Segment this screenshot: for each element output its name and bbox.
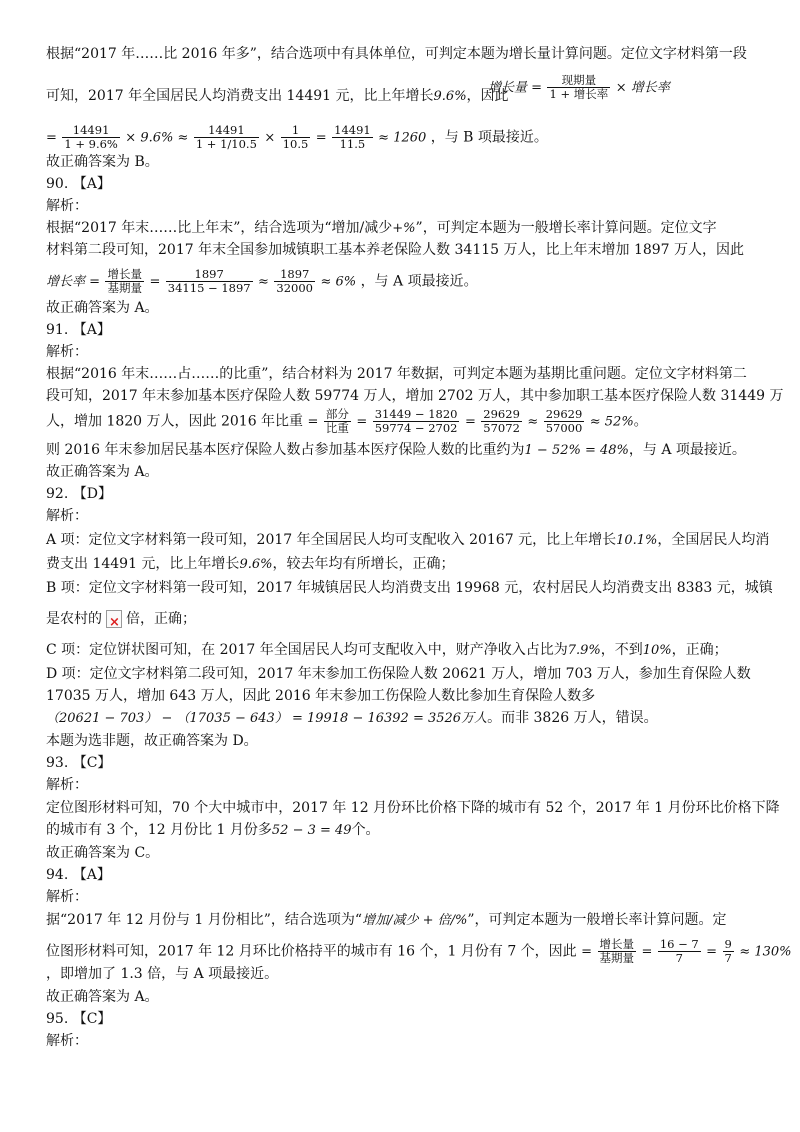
text-line: 解析： (46, 777, 88, 793)
text-line: 据“2017 年 12 月份与 1 月份相比”，结合选项为“增加/减少 + 倍/%”，可判定本题为一般增长率计算问题。定 (46, 912, 727, 928)
text-line: ，即增加了 1.3 倍，与 A 项最接近。 (46, 966, 279, 982)
text-line: 故正确答案为 C。 (46, 845, 160, 861)
math-inline: 52 − 3 = 49 (271, 823, 352, 838)
text-line: 根据“2016 年末……占……的比重”，结合材料为 2017 年数据，可判定本题为基期比重问题。定位文字材料第二 (46, 366, 747, 382)
question-heading: 94. 【A】 (46, 867, 111, 883)
formula-line: 位图形材料可知，2017 年 12 月环比价格持平的城市有 16 个，1 月份有 7 个，因此 = $\frac{\text{增长量}}{\text{基期量}}$ = $\frac{16 - 7}{7}$ = $\frac{9}{7}$ ≈ 130% (46, 937, 792, 965)
question-heading: 92. 【D】 (46, 486, 112, 502)
formula-line: 人，增加 1820 万人，因此 2016 年比重 = $\frac{\text{部分}}{\text{比重}}$ = $\frac{31449 - 1820}{59774 - 2702}$ = $\frac{29629}{57072}$ ≈ $\frac{29629}{57000}$ ≈ 52%。 (46, 407, 648, 435)
text-line: 解析： (46, 508, 88, 524)
formula-line: = $\frac{14491}{1 + 9.6\%}$ × 9.6% ≈ $\frac{14491}{1 + 1/10.5}$ × $\frac{1}{10.5}$ = $\frac{14491}{11.5}$ ≈ 1260 ，与 B 项最接近。 (46, 123, 548, 151)
math-inline: +% (392, 221, 416, 236)
text-line: 故正确答案为 B。 (46, 154, 159, 170)
text-line: B 项：定位文字材料第一段可知，2017 年城镇居民人均消费支出 19968 元，农村居民人均消费支出 8383 元，城镇 (46, 580, 773, 596)
broken-image-icon (106, 610, 122, 628)
math-inline: 10.1% (616, 533, 658, 548)
math-inline: 增加/减少 + 倍/% (362, 913, 468, 928)
text-line: 是农村的× 倍，正确； (46, 606, 760, 632)
text-line: 根据“2017 年……比 2016 年多”，结合选项中有具体单位，可判定本题为增长量计算问题。定位文字材料第一段 (46, 46, 747, 62)
text-line: 解析： (46, 344, 88, 360)
question-heading: 93. 【C】 (46, 755, 112, 771)
question-heading: 91. 【A】 (46, 322, 111, 338)
text-line: 17035 万人，增加 643 万人，因此 2016 年末参加工伤保险人数比参加生育保险人数多 (46, 688, 596, 704)
text-line: 可知，2017 年全国居民人均消费支出 14491 元，比上年增长9.6%，因此 (46, 88, 509, 104)
text-line: 本题为选非题，故正确答案为 D。 (46, 733, 258, 749)
text-line: （20621 − 703） − （17035 − 643） = 19918 − 16392 = 3526万人。而非 3826 万人，错误。 (46, 710, 658, 726)
text-line: D 项：定位文字材料第二段可知，2017 年末参加工伤保险人数 20621 万人，增加 703 万人，参加生育保险人数 (46, 666, 751, 682)
formula-growth: 增长量 = $\frac{\text{现期量}}{\text{1 + 增长率}}$ × 增长率 (488, 73, 670, 101)
text-line: C 项：定位饼状图可知，在 2017 年全国居民人均可支配收入中，财产净收入占比为7.9%，不到10%，正确； (46, 642, 728, 658)
math-inline: 9.6% (433, 89, 467, 104)
math-inline: 9.6% (239, 557, 273, 572)
text-line: 故正确答案为 A。 (46, 989, 159, 1005)
question-heading: 95. 【C】 (46, 1011, 112, 1027)
text-line: 解析： (46, 1033, 88, 1049)
question-heading: 90. 【A】 (46, 176, 111, 192)
text-line: A 项：定位文字材料第一段可知，2017 年全国居民人均可支配收入 20167 元，比上年增长10.1%，全国居民人均消 (46, 532, 770, 548)
text-line: 根据“2017 年末……比上年末”，结合选项为“增加/减少+%”，可判定本题为一般增长率计算问题。定位文字 (46, 220, 717, 236)
text-line: 则 2016 年末参加居民基本医疗保险人数占参加基本医疗保险人数的比重约为1 − 52% = 48%，与 A 项最接近。 (46, 442, 746, 458)
math-inline: （20621 − 703） − （17035 − 643） = 19918 − 16392 = 3526万人 (46, 711, 488, 726)
text-line: 故正确答案为 A。 (46, 300, 159, 316)
text-line: 解析： (46, 198, 88, 214)
text-line: 段可知，2017 年末参加基本医疗保险人数 59774 万人，增加 2702 万人，其中参加职工基本医疗保险人数 31449 万 (46, 388, 784, 404)
math-inline: 1 − 52% = 48% (524, 443, 629, 458)
text-line: 解析： (46, 889, 88, 905)
text-line: 的城市有 3 个，12 月份比 1 月份多52 − 3 = 49个。 (46, 822, 380, 838)
formula-line: 增长率 = $\frac{\text{增长量}}{\text{基期量}}$ = $\frac{1897}{34115 - 1897}$ ≈ $\frac{1897}{32000}$ ≈ 6% ，与 A 项最接近。 (46, 267, 478, 295)
text-line: 定位图形材料可知，70 个大中城市中，2017 年 12 月份环比价格下降的城市有 52 个，2017 年 1 月份环比价格下降 (46, 800, 780, 816)
text-line: 费支出 14491 元，比上年增长9.6%，较去年均有所增长，正确； (46, 556, 455, 572)
text-line: 故正确答案为 A。 (46, 464, 159, 480)
math-inline: 7.9% (567, 643, 601, 658)
math-inline: 10% (642, 643, 672, 658)
text-line: 材料第二段可知，2017 年末全国参加城镇职工基本养老保险人数 34115 万人，比上年末增加 1897 万人，因此 (46, 242, 745, 258)
